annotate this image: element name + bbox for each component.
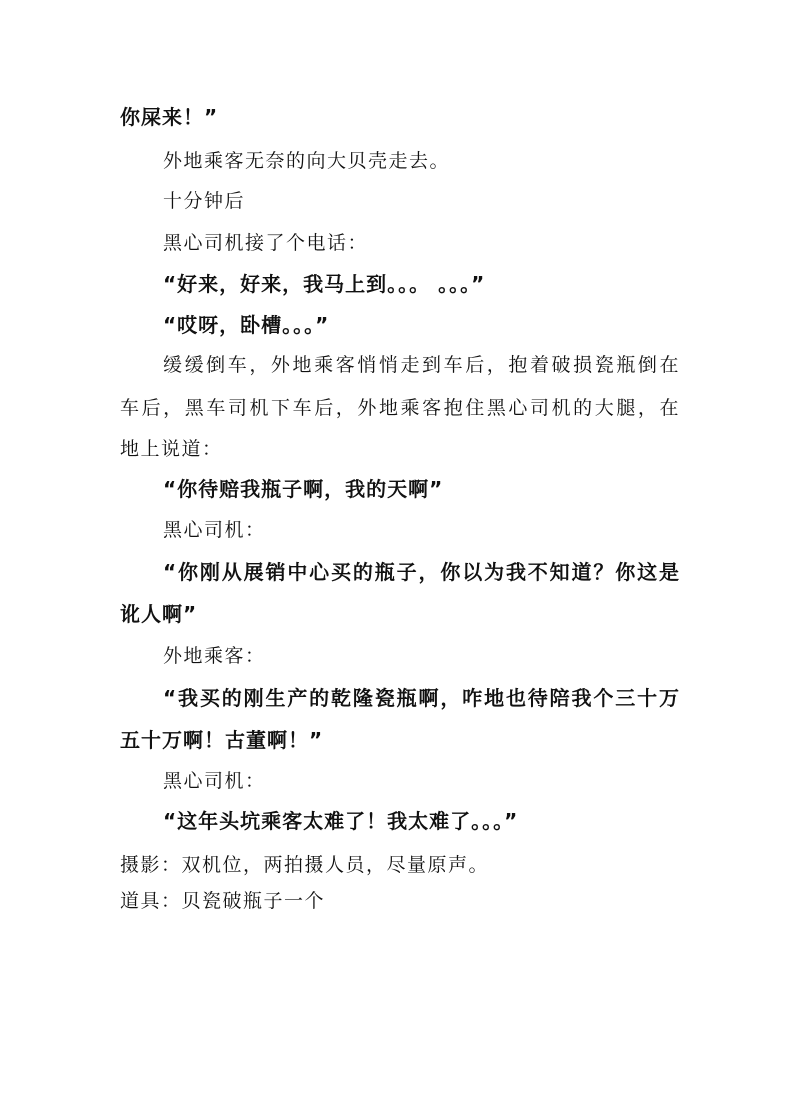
narration-line: 外地乘客无奈的向大贝壳走去。 — [163, 150, 451, 172]
narration-line: 车后，黑车司机下车后，外地乘客抱住黑心司机的大腿，在 — [120, 397, 680, 419]
dialogue-line: “我买的刚生产的乾隆瓷瓶啊，咋地也待陪我个三十万 — [163, 686, 680, 710]
speaker-line: 黑心司机接了个电话： — [163, 232, 369, 254]
speaker-line: 外地乘客： — [163, 645, 266, 667]
production-note: 道具：贝瓷破瓶子一个 — [120, 890, 326, 912]
speaker-line: 黑心司机： — [163, 770, 266, 792]
dialogue-line: “这年头坑乘客太难了！我太难了。。。” — [163, 809, 519, 833]
production-note: 摄影：双机位，两拍摄人员，尽量原声。 — [120, 854, 490, 876]
dialogue-line: 你屎来！” — [120, 105, 219, 129]
dialogue-line: 讹人啊” — [120, 602, 198, 626]
dialogue-line: 五十万啊！古董啊！” — [120, 728, 324, 752]
narration-line: 地上说道： — [120, 438, 223, 460]
narration-line: 缓缓倒车，外地乘客悄悄走到车后，抱着破损瓷瓶倒在 — [163, 354, 680, 376]
dialogue-line: “好来，好来，我马上到。。。 。。。” — [163, 272, 486, 296]
narration-line: 十分钟后 — [163, 190, 246, 212]
speaker-line: 黑心司机： — [163, 519, 266, 541]
dialogue-line: “哎呀，卧槽。。。” — [163, 313, 330, 337]
dialogue-line: “你待赔我瓶子啊，我的天啊” — [163, 477, 444, 501]
dialogue-line: “你刚从展销中心买的瓶子，你以为我不知道？你这是 — [163, 560, 680, 584]
